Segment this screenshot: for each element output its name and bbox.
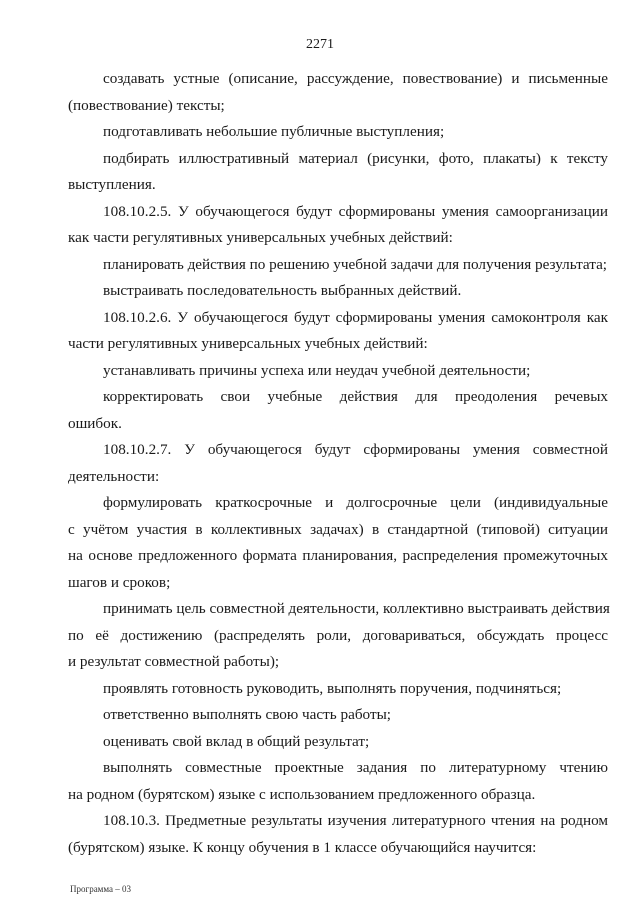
text-line: устанавливать причины успеха или неудач учебной деятельности; bbox=[103, 361, 531, 379]
text-line: и результат совместной работы); bbox=[68, 653, 280, 670]
text-line: выстраивать последовательность выбранных действий. bbox=[103, 282, 462, 299]
text-line: подбирать иллюстративный материал (рисунки, фото, плакаты) к тексту bbox=[103, 149, 608, 167]
text-line: выполнять совместные проектные задания по литературному чтению bbox=[103, 759, 608, 776]
text-line: с учётом участия в коллективных задачах) в стандартной (типовой) ситуации bbox=[68, 520, 608, 538]
page-number: 2271 bbox=[306, 37, 334, 52]
text-line: корректировать свои учебные действия для преодоления речевых bbox=[103, 388, 608, 405]
text-line: формулировать краткосрочные и долгосрочные цели (индивидуальные bbox=[103, 494, 608, 511]
text-line: принимать цель совместной деятельности, коллективно выстраивать действия bbox=[103, 600, 610, 617]
text-line: на родном (бурятском) языке с использованием предложенного образца. bbox=[68, 785, 536, 803]
text-line: 108.10.2.6. У обучающегося будут сформированы умения самоконтроля как bbox=[103, 308, 608, 326]
text-line: ответственно выполнять свою часть работы; bbox=[103, 706, 392, 723]
text-line: оценивать свой вклад в общий результат; bbox=[103, 732, 370, 750]
text-line: (повествование) тексты; bbox=[68, 96, 225, 114]
text-line: выступления. bbox=[68, 176, 156, 193]
text-line: создавать устные (описание, рассуждение, повествование) и письменные bbox=[103, 70, 608, 87]
text-line: 108.10.2.7. У обучающегося будут сформированы умения совместной bbox=[103, 441, 608, 458]
text-line: подготавливать небольшие публичные выступления; bbox=[103, 123, 445, 140]
text-line: по её достижению (распределять роли, договариваться, обсуждать процесс bbox=[68, 626, 608, 644]
text-line: как части регулятивных универсальных учебных действий: bbox=[68, 229, 453, 246]
text-line: части регулятивных универсальных учебных действий: bbox=[68, 335, 428, 352]
text-line: (бурятском) языке. К концу обучения в 1 классе обучающийся научится: bbox=[68, 838, 537, 856]
text-line: деятельности: bbox=[68, 467, 160, 485]
text-line: 108.10.3. Предметные результаты изучения литературного чтения на родном bbox=[103, 812, 608, 829]
text-line: шагов и сроков; bbox=[68, 573, 171, 591]
text-line: ошибок. bbox=[68, 414, 122, 432]
document-body bbox=[68, 66, 608, 861]
text-line: 108.10.2.5. У обучающегося будут сформированы умения самоорганизации bbox=[103, 202, 608, 220]
text-line: на основе предложенного формата планирования, распределения промежуточных bbox=[68, 547, 608, 564]
text-line: планировать действия по решению учебной задачи для получения результата; bbox=[103, 255, 608, 273]
page-footer: Программа – 03 bbox=[70, 884, 132, 894]
text-line: проявлять готовность руководить, выполнять поручения, подчиняться; bbox=[103, 679, 562, 697]
